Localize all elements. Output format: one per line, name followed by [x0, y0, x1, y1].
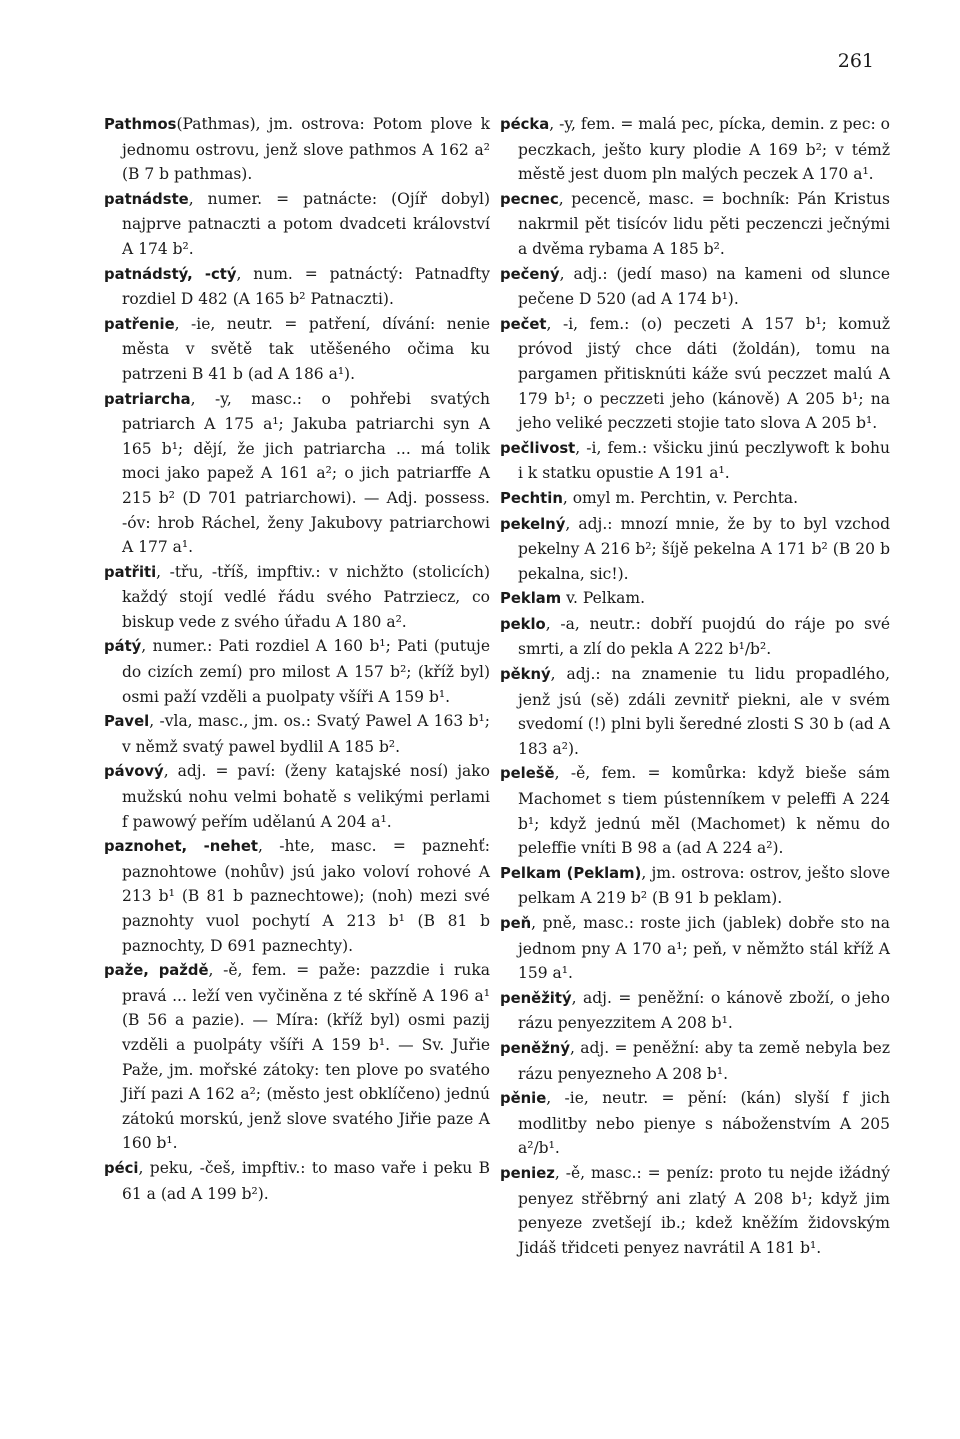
entry-definition: , -vla, masc., jm. os.: Svatý Pawel A 163 b¹; v němž svatý pawel bydlil A 185 b².: [122, 712, 490, 756]
entry-headword: patřenie: [104, 315, 175, 333]
entry-headword: Pavel: [104, 713, 150, 731]
left-column: [104, 112, 490, 1206]
entry-headword: pátý: [104, 638, 142, 656]
entry-definition: , numer. = patnácte: (Ojíř dobyl) najprve patnaczti a potom dvadceti království A 174 b².: [122, 189, 490, 258]
entry-headword: péci: [104, 1159, 139, 1177]
entry-headword: paznohet, -nehet: [104, 838, 259, 856]
dictionary-entry-pekny: [500, 662, 890, 761]
entry-headword: Pelkam (Peklam): [500, 864, 642, 882]
dictionary-entry-patrenie: [104, 312, 490, 387]
entry-definition: (Pathmas), jm. ostrova: Potom plove k jednomu ostrovu, jenž slove pathmos A 162 a² (B 7 b pathmas).: [122, 115, 490, 184]
dictionary-entry-penezity: [500, 986, 890, 1036]
dictionary-entry-pavel: [104, 709, 490, 759]
dictionary-entry-patriti: [104, 560, 490, 635]
dictionary-entry-paty: [104, 634, 490, 709]
entry-definition: , -i, fem.: všicku jinú peczlywoft k bohu i k statku opustie A 191 a¹.: [518, 438, 890, 483]
entry-definition: , -ě, fem. = komůrka: když bieše sám Machomet s tiem pústenníkem v peleffi A 224 b¹; když jednú měl (Machomet) k němu do peleffie vníti B 98 a (ad A 224 a²).: [518, 764, 890, 858]
dictionary-entry-peklam: [500, 586, 890, 612]
entry-definition: , -i, fem.: (o) peczeti A 157 b¹; komuž próvod jistý chce dáti (žoldán), tomu na pargamen přitisknúti káže svú peczzet malú A 179 b¹; o peczzeti jeho (kánově) A 205 b¹; na jeho veliké peczzeti stojie tato slova A 205 b¹.: [518, 314, 890, 433]
dictionary-entry-pechtin: [500, 486, 890, 512]
entry-definition: , pně, masc.: roste jich (jablek) dobře sto na jednom pny A 170 a¹; peň, v němžto stál kříž A 159 a¹.: [518, 914, 890, 983]
entry-definition: , -y, fem. = malá pec, pícka, demin. z pec: o peczkach, ješto kury plodie A 169 b²; v témž městě jest duom pln malých peczek A 170 a¹.: [518, 115, 890, 184]
dictionary-entry-patnadste: [104, 187, 490, 262]
entry-definition: , adj.: (jedí maso) na kameni od slunce pečene D 520 (ad A 174 b¹).: [518, 264, 890, 309]
dictionary-entry-pecnec: [500, 187, 890, 262]
dictionary-entry-paznohet: [104, 834, 490, 958]
entry-headword: patnádste: [104, 190, 189, 208]
dictionary-entry-peclivost: [500, 436, 890, 486]
entry-headword: pávový: [104, 763, 164, 781]
entry-headword: pekelný: [500, 515, 566, 533]
dictionary-entry-pekelny: [500, 512, 890, 587]
dictionary-entry-penezny: [500, 1036, 890, 1086]
entry-definition: , -ie, neutr. = patření, dívání: nenie města v světě tak utěšeného očima ku patrzeni B 41 b (ad A 186 a¹).: [122, 314, 490, 383]
page-number: 261: [837, 50, 874, 72]
entry-headword: peněžitý: [500, 989, 572, 1007]
entry-definition: , numer.: Pati rozdiel A 160 b¹; Pati (putuje do cizích zemí) pro milost A 157 b²; (kříž byl) osmi paží vzděli a puolpaty všíři A 159 b¹.: [122, 637, 490, 706]
entry-headword: pečlivost: [500, 439, 576, 457]
entry-definition: , -hte, masc. = paznehť: paznohtowe (nohův) jsú jako voloví rohové A 213 b¹ (B 81 b paznechtowe); (noh) mezi své paznohty vuol pochytí A 213 b¹ (B 81 b paznochty, D 691 paznechty).: [122, 837, 490, 955]
dictionary-entry-peniez: [500, 1161, 890, 1260]
dictionary-entry-peklo: [500, 612, 890, 662]
entry-headword: pečený: [500, 265, 560, 283]
entry-definition: , -ě, fem. = paže: pazzdie i ruka pravá ... leží ven vyčiněna z té skříně A 196 a¹ (B 56 a pazie). — Míra: (kříž byl) osmi pazij vzděli a puolpáty všíři A 159 b¹. — Sv. Juřie Paže, jm. mořské zátoky: ten plove po svatého Jiří pazi A 162 a²; (město jest obklíčeno) jednú zátokú morskú, jenž slove svatého Jiřie paze A 160 b¹.: [122, 961, 490, 1153]
entry-definition: , adj. = peněžní: aby ta země nebyla bez rázu penyezneho A 208 b¹.: [518, 1038, 890, 1083]
entry-definition: , adj. = peněžní: o kánově zboží, o jeho rázu penyezzitem A 208 b¹.: [518, 988, 890, 1033]
entry-definition: , -třu, -tříš, impftiv.: v nichžto (stolicích) každý stojí vedlé řádu svého Patrziecz, co biskup vede z svého úřadu A 180 a².: [122, 562, 490, 631]
entry-headword: paže, paždě: [104, 962, 209, 980]
dictionary-entry-pelkam: [500, 861, 890, 911]
dictionary-entry-peci: [104, 1156, 490, 1206]
entry-headword: patriarcha: [104, 390, 191, 408]
entry-headword: pěkný: [500, 666, 551, 684]
entry-definition: , adj. = paví: (ženy katajské nosí) jako mužskú nohu velmi bohatě s velikými perlami f pawowý peřím udělanú A 204 a¹.: [122, 762, 490, 831]
entry-headword: pěnie: [500, 1090, 547, 1108]
entry-headword: patřiti: [104, 563, 157, 581]
entry-headword: peněžný: [500, 1039, 570, 1057]
entry-definition: , -ě, masc.: = peníz: proto tu nejde ižádný penyez střěbrný ani zlatý A 208 b¹; když jim penyeze zvetšejí ib.; kdež kněžím židovským Jidáš třidceti penyez navrátil A 181 b¹.: [518, 1163, 890, 1257]
entry-headword: pécka: [500, 116, 550, 133]
right-column: [500, 112, 890, 1260]
entry-definition: , adj.: na znamenie tu lidu propadlého, jenž jsú (sě) zdáli zevnitř piekni, ale v svém svedomí (!) plni byli šeredné zlosti S 30 b (ad A 183 a²).: [518, 665, 890, 758]
dictionary-entry-pavovy: [104, 759, 490, 834]
dictionary-entry-pelese: [500, 761, 890, 860]
entry-definition: , num. = patnáctý: Patnadfty rozdiel D 482 (A 165 b² Patnaczti).: [122, 264, 490, 309]
dictionary-entry-pecet: [500, 312, 890, 436]
entry-headword: peniez: [500, 1164, 555, 1182]
dictionary-entry-paze: [104, 958, 490, 1156]
dictionary-entry-peceny: [500, 262, 890, 312]
entry-headword: pecnec: [500, 190, 559, 208]
entry-headword: Pechtin: [500, 489, 563, 507]
dictionary-entry-pathmos: [104, 112, 490, 187]
entry-definition: , -ie, neutr. = pění: (kán) slyší f jich modlitby nebo pienye s náboženstvím A 205 a²/b¹.: [518, 1089, 890, 1158]
entry-headword: peň: [500, 915, 532, 932]
entry-headword: patnádstý, -ctý: [104, 265, 237, 283]
entry-definition: , pecencě, masc. = bochník: Pán Kristus nakrmil pět tisícóv lidu pěti peczenczi ječnými a dvěma rybama A 185 b².: [518, 189, 890, 258]
entry-headword: pečet: [500, 315, 547, 333]
dictionary-entry-pecka: [500, 112, 890, 187]
entry-headword: Peklam: [500, 590, 562, 608]
dictionary-entry-penie: [500, 1086, 890, 1161]
entry-definition: , omyl m. Perchtin, v. Perchta.: [562, 488, 799, 507]
entry-definition: , adj.: mnozí mnie, že by to byl vzchod pekelny A 216 b²; šíjě pekelna A 171 b² (B 20 b pekalna, sic!).: [518, 514, 890, 583]
dictionary-entry-patriarcha: [104, 387, 490, 560]
entry-definition: , -y, masc.: o pohřebi svatých patriarch A 175 a¹; Jakuba patriarchi syn A 165 b¹; dějí, že jich patriarcha ... má tolik moci jako papež A 161 a²; o jich patriarffe A 215 b² (D 701 patriarchowi). — Adj. possess. -óv: hrob Ráchel, ženy Jakubovy patriarchowi A 177 a¹.: [122, 389, 490, 557]
dictionary-entry-patnadsty: [104, 262, 490, 312]
entry-headword: pelešě: [500, 765, 555, 783]
entry-headword: Pathmos: [104, 116, 177, 133]
dictionary-entry-pen: [500, 911, 890, 986]
entry-headword: peklo: [500, 615, 546, 633]
entry-definition: v. Pelkam.: [561, 589, 646, 608]
entry-definition: , jm. ostrova: ostrov, ješto slove pelkam A 219 b² (B 91 b peklam).: [518, 863, 890, 908]
entry-definition: , -a, neutr.: dobří puojdú do ráje po své smrti, a zlí do pekla A 222 b¹/b².: [518, 614, 890, 659]
entry-definition: , peku, -češ, impftiv.: to maso vaře i peku B 61 a (ad A 199 b²).: [122, 1158, 490, 1203]
